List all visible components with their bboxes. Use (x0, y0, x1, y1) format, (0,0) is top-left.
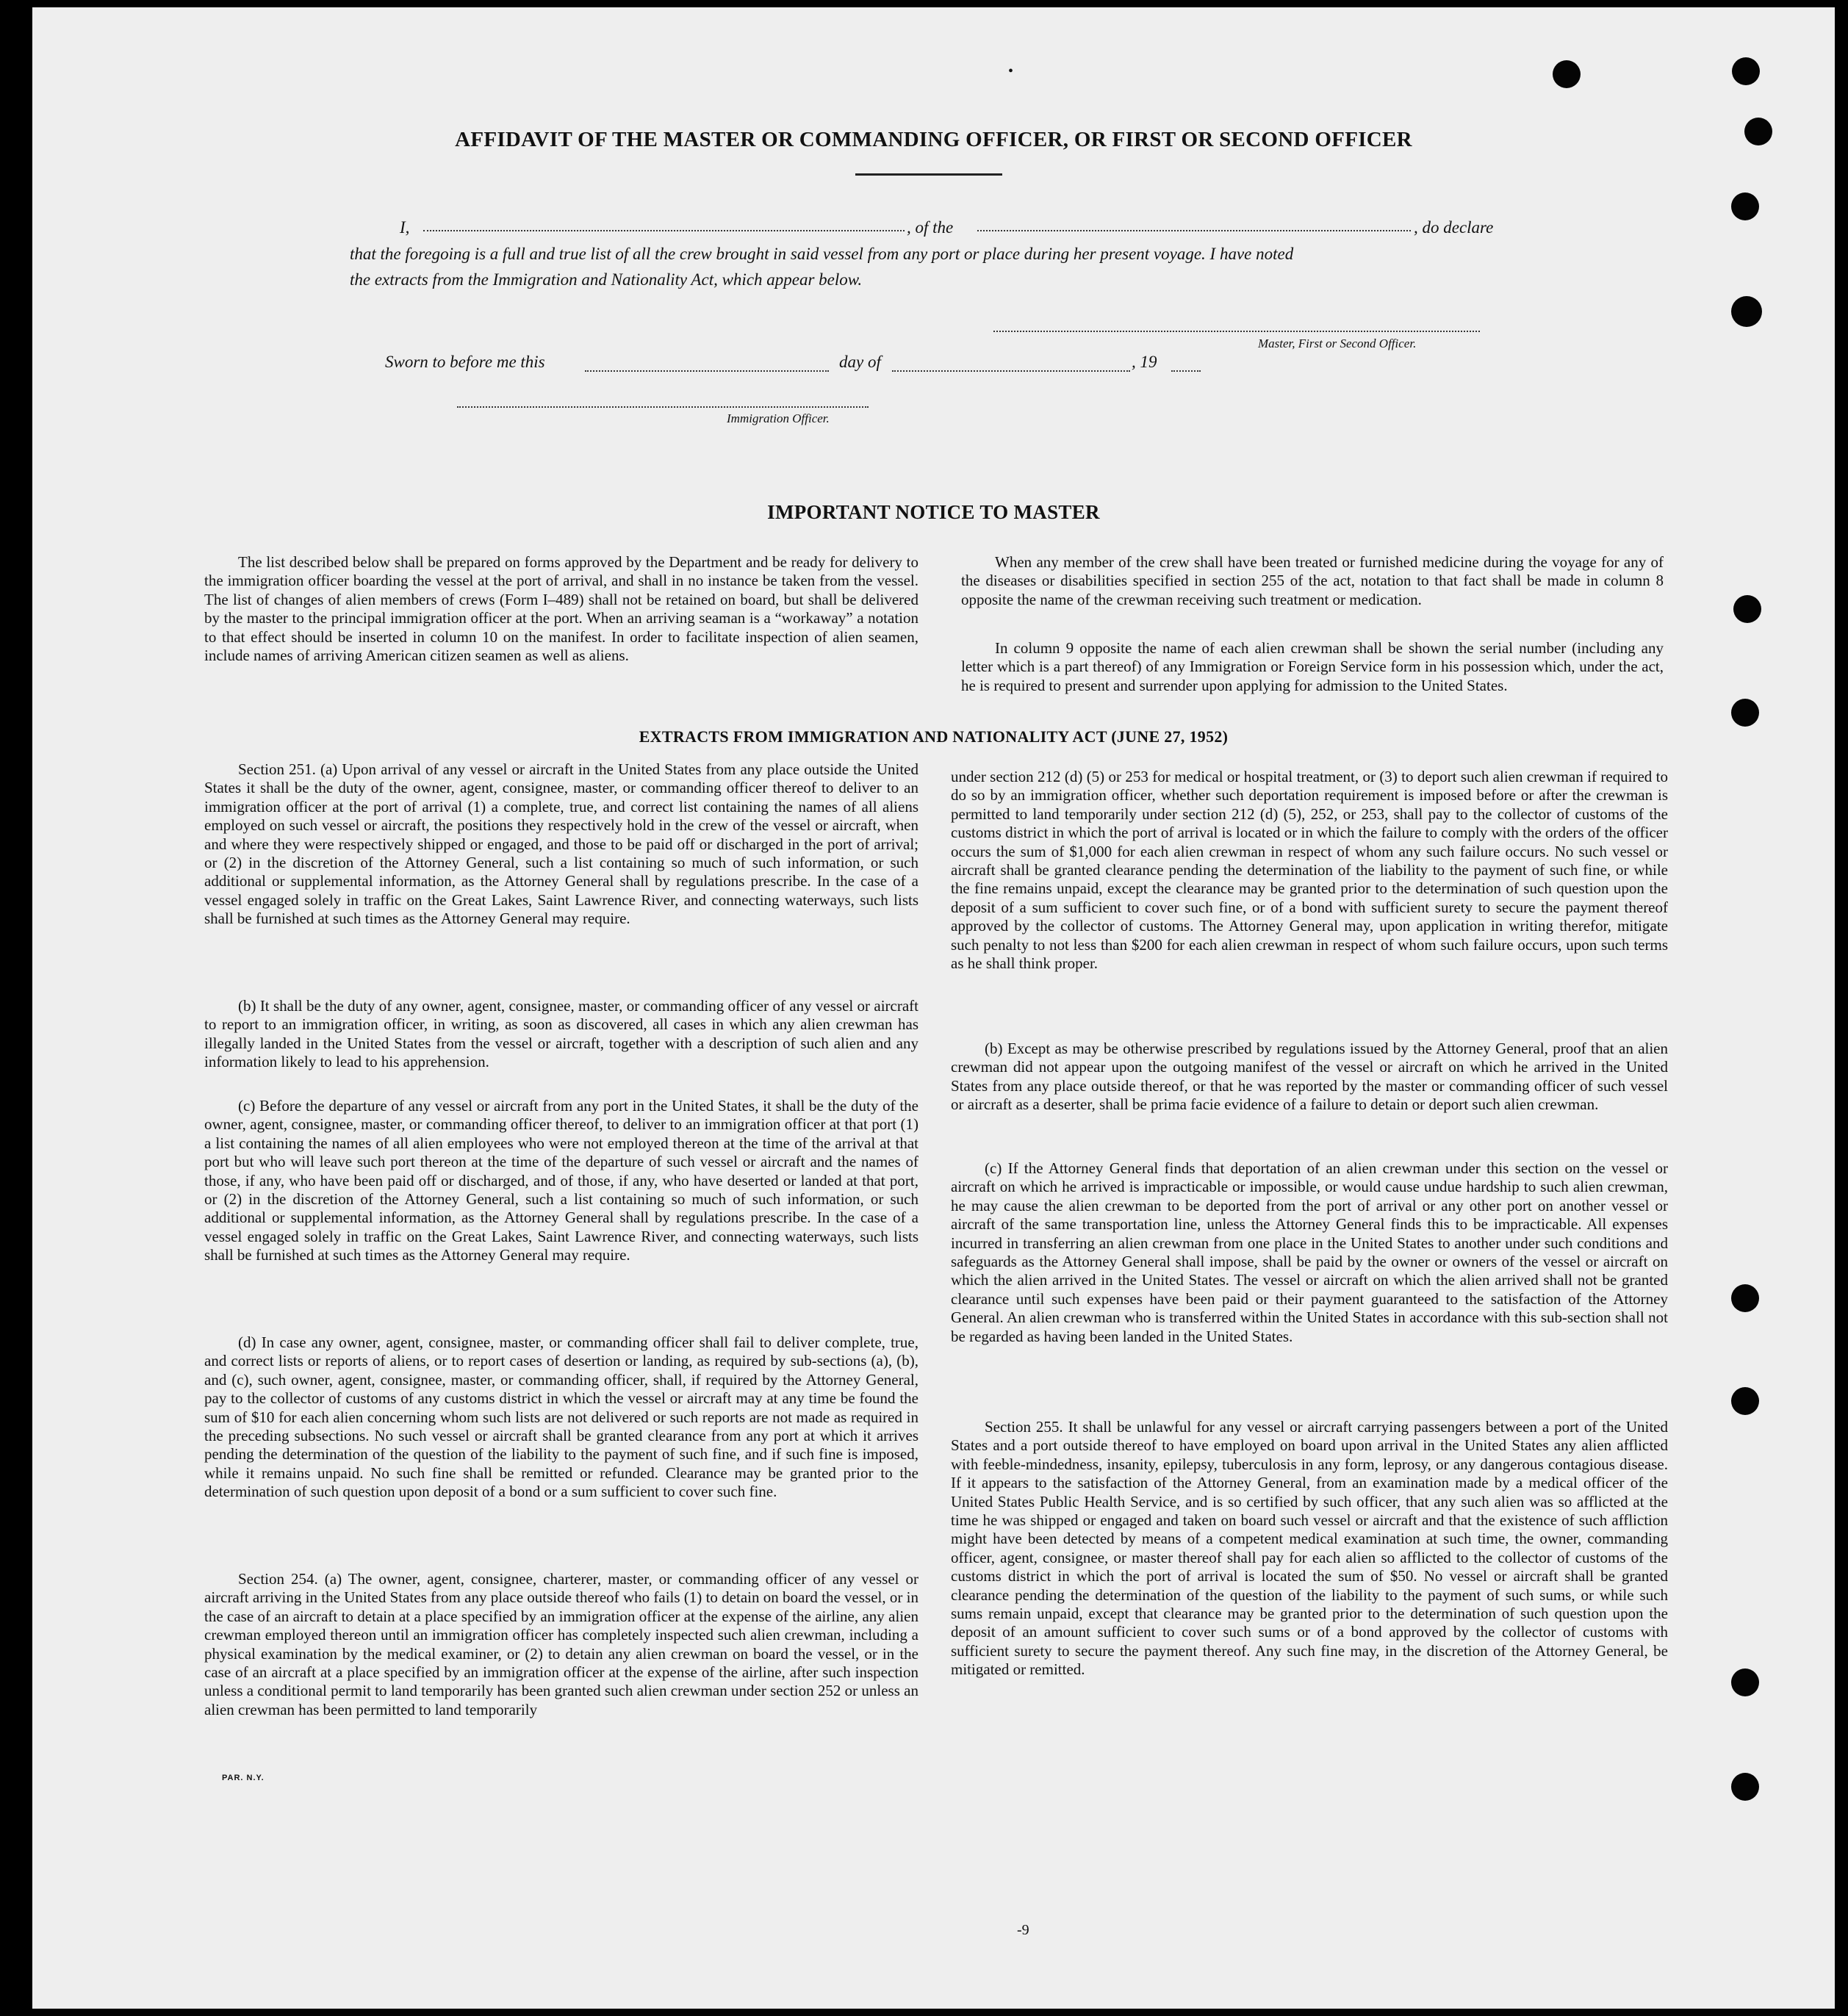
sworn-month-blank[interactable] (892, 370, 1130, 372)
top-dot-mark: • (1008, 63, 1014, 79)
section-254b: (b) Except as may be otherwise prescribed by regulations issued by the Attorney General, proof that an alien crewman did not appear upon the outgoing manifest of the vessel or aircraft on which he arrived in the United States from any place outside thereof, or that he was reported by the master or commanding officer of such vessel or aircraft as a deserter, shall be prima facie evidence of a failure to detain or deport such alien crewman. (951, 1040, 1668, 1114)
punch-hole (1553, 60, 1581, 88)
punch-hole (1731, 699, 1759, 727)
punch-hole (1731, 1387, 1759, 1415)
printer-mark: PAR. N.Y. (222, 1774, 265, 1782)
section-254a: Section 254. (a) The owner, agent, consignee, charterer, master, or commanding officer of any vessel or aircraft arriving in the United States from any place outside thereof who fails (1) to detain on board the vessel, or in the case of an aircraft to detain at a place specified by an immigration officer at the expense of the airline, any alien crewman employed thereon until an immigration officer has completely inspected such alien crewman, including a physical examination by the medical examiner, or (2) to detain any alien crewman on board the vessel, or in the case of an aircraft at a place specified by an immigration officer at the expense of the airline, after such inspection unless a conditional permit to land temporarily has been granted such alien crewman under section 252 or unless an alien crewman has been permitted to land temporarily (204, 1570, 918, 1718)
sworn-day-blank[interactable] (585, 370, 829, 372)
decl-i: I, (400, 218, 410, 237)
decl-line-2: that the foregoing is a full and true list of all the crew brought in said vessel from any port or place during her present voyage. I have noted (350, 245, 1294, 263)
name-blank[interactable] (423, 230, 905, 231)
punch-hole (1731, 1284, 1759, 1312)
section-251a: Section 251. (a) Upon arrival of any vessel or aircraft in the United States from any place outside the United States it shall be the duty of the owner, agent, consignee, master, or commanding officer thereof to deliver to an immigration officer at the port of arrival (1) a complete, true, and correct list containing the names of all aliens employed on such vessel or aircraft, the positions they respectively hold in the crew of the vessel or aircraft, when and where they were respectively shipped or engaged, and those to be paid off or discharged in the port of arrival; or (2) in the discretion of the Attorney General, such a list containing so much of such information, or such additional or supplemental information, as the Attorney General shall by regulations prescribe. In the case of a vessel engaged solely in traffic on the Great Lakes, Saint Lawrence River, and connecting waterways, such lists shall be furnished at such times as the Attorney General may require. (204, 760, 918, 928)
notice-left-paragraph: The list described below shall be prepared on forms approved by the Department and be ready for delivery to the immigration officer boarding the vessel at the port of arrival, and shall in no instance be taken from the vessel. The list of changes of alien members of crews (Form I–489) shall not be retained on board, but shall be delivered by the master to the principal immigration officer at the port. When an arriving seaman is a “workaway” a notation to that effect should be inserted in column 10 on the manifest. In order to facilitate inspection of alien seamen, include names of arriving American citizen seamen as well as aliens. (204, 553, 918, 665)
officer-signature-line[interactable] (457, 406, 869, 408)
punch-hole (1733, 595, 1761, 623)
year-text: , 19 (1132, 353, 1157, 371)
day-of-text: day of (839, 353, 881, 371)
document-page (32, 7, 1835, 2009)
decl-of-the: , of the (907, 218, 954, 237)
page-mark: -9 (1017, 1922, 1029, 1938)
affidavit-title: AFFIDAVIT OF THE MASTER OR COMMANDING OFFICER, OR FIRST OR SECOND OFFICER (455, 128, 1412, 151)
section-255: Section 255. It shall be unlawful for any vessel or aircraft carrying passengers between a port of the United States and a port outside thereof to have employed on board upon arrival in the United States any alien afflicted with feeble-mindedness, insanity, epilepsy, tuberculosis in any form, leprosy, or any dangerous contagious disease. If it appears to the satisfaction of the Attorney General, from an examination made by a medical officer of the United States Public Health Service, and is so certified by such officer, that any such alien was so afflicted at the time he was shipped or engaged and taken on board such vessel or aircraft and that the existence of such affliction might have been detected by means of a competent medical examination at such time, the owner, commanding officer, agent, consignee, or master thereof shall pay for each alien so afflicted to the collector of customs of the customs district in which the port of arrival is located the sum of $50. No vessel or aircraft shall be granted clearance pending the determination of the question of the liability to the payment of such sums, or while such sums remain unpaid, except that clearance may be granted prior to the determination of such question upon the deposit of an amount sufficient to cover such sums or of a bond approved by the collector of customs with sufficient surety to secure the payment thereof. Any such fine may, in the discretion of the Attorney General, be mitigated or remitted. (951, 1418, 1668, 1679)
year-blank[interactable] (1171, 370, 1201, 372)
punch-hole (1731, 1773, 1759, 1801)
decl-line-3: the extracts from the Immigration and Nationality Act, which appear below. (350, 270, 863, 289)
section-251b: (b) It shall be the duty of any owner, agent, consignee, master, or commanding officer of any vessel or aircraft to report to an immigration officer, in writing, as soon as discovered, all cases in which any alien crewman has illegally landed in the United States from the vessel or aircraft, together with a description of such alien and any information likely to lead to his apprehension. (204, 997, 918, 1071)
notice-right-paragraph-2: In column 9 opposite the name of each alien crewman shall be shown the serial number (including any letter which is a part thereof) of any Immigration or Foreign Service form in his possession which, under the act, he is required to present and surrender upon applying for admission to the United States. (961, 639, 1664, 694)
section-251d: (d) In case any owner, agent, consignee, master, or commanding officer shall fail to deliver complete, true, and correct lists or reports of aliens, or to report cases of desertion or landing, as required by sub-sections (a), (b), and (c), such owner, agent, consignee, master, or commanding officer, shall, if required by the Attorney General, pay to the collector of customs of any customs district in which the vessel or aircraft may at any time be found the sum of $10 for each alien concerning whom such lists are not delivered or such reports are not made as required in the preceding subsections. No such vessel or aircraft shall be granted clearance from any port at which it arrives pending the determination of the question of the liability to the payment of such fine, and if such fine is imposed, while it remains unpaid. No such fine shall be remitted or refunded. Clearance may be granted prior to the determination of such question upon deposit of a bond or a sum sufficient to cover such fine. (204, 1333, 918, 1501)
section-251c: (c) Before the departure of any vessel or aircraft from any port in the United States, it shall be the duty of the owner, agent, consignee, master, or commanding officer thereof, to deliver to an immigration officer at that port (1) a list containing the names of all alien employees who were not employed thereon at the time of the arrival at that port but who will leave such port thereon at the time of the departure of such vessel or aircraft and the names of those, if any, who have been paid off or discharged, and of those, if any, who have deserted or landed at that port, or (2) in the discretion of the Attorney General, such a list containing so much of such information, or such additional or supplemental information, as the Attorney General shall by regulations prescribe. In the case of a vessel engaged solely in traffic on the Great Lakes, Saint Lawrence River, and connecting waterways, such lists shall be furnished at such times as the Attorney General may require. (204, 1097, 918, 1264)
punch-hole (1732, 57, 1760, 85)
notice-right-paragraph-1: When any member of the crew shall have been treated or furnished medicine during the voyage for any of the diseases or disabilities specified in section 255 of the act, notation to that fact shall be made in column 8 opposite the name of the crewman receiving such treatment or medication. (961, 553, 1664, 608)
section-254c: (c) If the Attorney General finds that deportation of an alien crewman under this section on the vessel or aircraft on which he arrived is impracticable or impossible, or would cause undue hardship to such alien crewman, he may cause the alien crewman to be deported from the port of arrival or any other port on another vessel or aircraft of the same transportation line, unless the Attorney General finds this to be impracticable. All expenses incurred in transferring an alien crewman from one place in the United States to another under such conditions and safeguards as the Attorney General shall impose, shall be paid by the owner or owners of the vessel or aircraft on which the alien arrived in the United States. The vessel or aircraft on which the alien arrived shall not be granted clearance until such expenses have been paid or their payment guaranteed to the satisfaction of the Attorney General. An alien crewman who is transferred within the United States in accordance with this sub-section shall not be regarded as having been landed in the United States. (951, 1159, 1668, 1345)
extracts-title: EXTRACTS FROM IMMIGRATION AND NATIONALITY ACT (JUNE 27, 1952) (639, 727, 1229, 746)
sworn-text: Sworn to before me this (385, 353, 545, 371)
punch-hole (1731, 192, 1759, 220)
officer-caption: Immigration Officer. (727, 411, 830, 425)
master-signature-line[interactable] (993, 331, 1480, 332)
vessel-blank[interactable] (977, 230, 1411, 231)
notice-title: IMPORTANT NOTICE TO MASTER (767, 501, 1100, 523)
punch-hole (1731, 296, 1762, 327)
title-rule (855, 173, 1002, 176)
master-caption: Master, First or Second Officer. (1258, 336, 1417, 350)
section-254a-continued: under section 212 (d) (5) or 253 for medical or hospital treatment, or (3) to deport such alien crewman if required to do so by an immigration officer, whether such deportation requirement is imposed before or after the crewman is permitted to land temporarily under section 212 (d) (5), 252, or 253, shall pay to the collector of customs of the customs district in which the port of arrival is located or in which the failure to comply with the orders of the officer occurs the sum of $1,000 for each alien crewman in respect of whom any such failure occurs. No such vessel or aircraft shall be granted clearance pending the determination of the liability to the payment of such fine, or while the fine remains unpaid, except the clearance may be granted prior to the determination of such question upon the deposit of a sum sufficient to cover such fine, or of a bond with sufficient surety to secure the payment thereof approved by the collector of customs. The Attorney General may, upon application in writing therefor, mitigate such penalty to not less than $200 for each alien crewman in respect of whom such failure occurs, upon such terms as he shall think proper. (951, 768, 1668, 973)
punch-hole (1744, 118, 1772, 145)
punch-hole (1731, 1668, 1759, 1696)
decl-do-declare: , do declare (1414, 218, 1494, 237)
